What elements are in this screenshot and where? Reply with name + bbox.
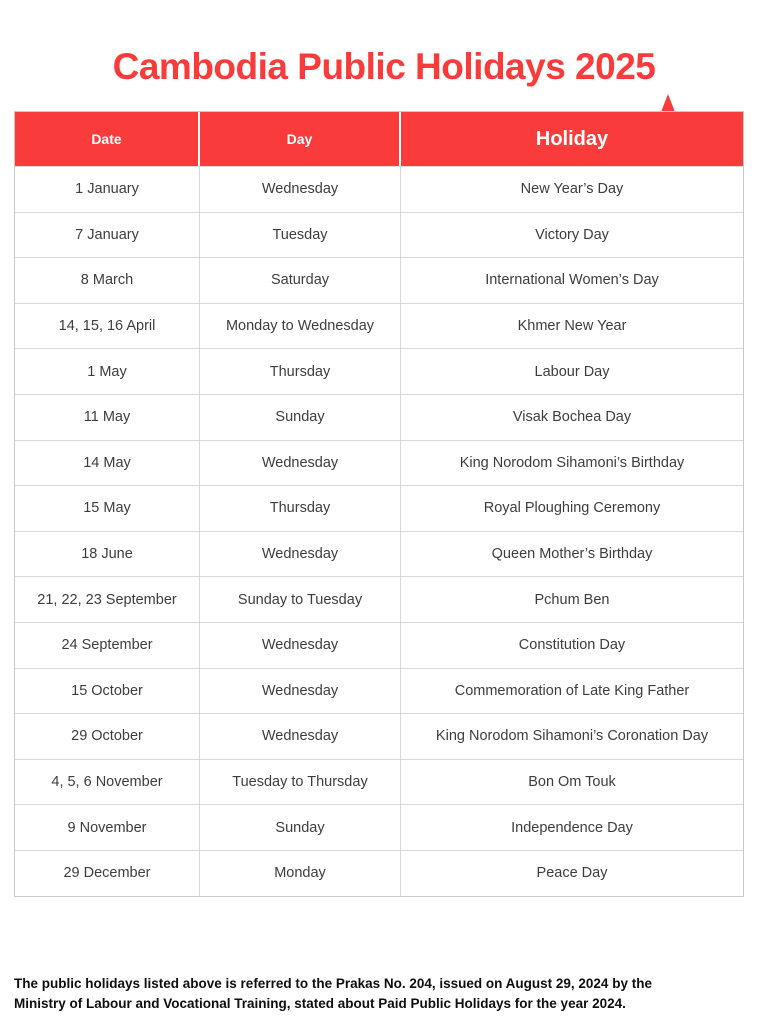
date-cell: 1 January xyxy=(15,166,199,212)
date-cell: 14, 15, 16 April xyxy=(15,303,199,349)
date-cell: 21, 22, 23 September xyxy=(15,576,199,622)
table-row xyxy=(15,257,743,303)
holiday-cell: Bon Om Touk xyxy=(400,759,743,805)
column-header-date: Date xyxy=(15,112,198,166)
date-cell: 29 October xyxy=(15,713,199,759)
day-cell: Wednesday xyxy=(199,713,400,759)
date-cell: 15 May xyxy=(15,485,199,531)
day-cell: Tuesday xyxy=(199,212,400,258)
table-row xyxy=(15,348,743,394)
holiday-cell: King Norodom Sihamoni’s Birthday xyxy=(400,440,743,486)
date-cell: 18 June xyxy=(15,531,199,577)
holiday-cell: Khmer New Year xyxy=(400,303,743,349)
table-row xyxy=(15,303,743,349)
holidays-table xyxy=(14,111,744,897)
table-row xyxy=(15,394,743,440)
column-header-holiday: Holiday xyxy=(401,112,743,166)
date-cell: 4, 5, 6 November xyxy=(15,759,199,805)
footnote: The public holidays listed above is referred to the Prakas No. 204, issued on August 29, 2024 by the Ministry of Labour and Vocational Training, stated about Paid Public Holidays for the year 2024. xyxy=(14,976,652,1011)
table-row xyxy=(15,485,743,531)
day-cell: Sunday xyxy=(199,394,400,440)
holiday-cell: New Year’s Day xyxy=(400,166,743,212)
day-cell: Wednesday xyxy=(199,440,400,486)
column-header-day: Day xyxy=(200,112,399,166)
holiday-cell: Pchum Ben xyxy=(400,576,743,622)
date-cell: 15 October xyxy=(15,668,199,714)
day-cell: Sunday to Tuesday xyxy=(199,576,400,622)
holiday-cell: Independence Day xyxy=(400,804,743,850)
day-cell: Saturday xyxy=(199,257,400,303)
table-row xyxy=(15,576,743,622)
holiday-cell: Queen Mother’s Birthday xyxy=(400,531,743,577)
holiday-cell: Visak Bochea Day xyxy=(400,394,743,440)
table-row xyxy=(15,212,743,258)
date-cell: 9 November xyxy=(15,804,199,850)
table-row xyxy=(15,166,743,212)
day-cell: Wednesday xyxy=(199,166,400,212)
table-row xyxy=(15,850,743,896)
date-cell: 29 December xyxy=(15,850,199,896)
pointer-up-triangle-icon xyxy=(661,94,675,112)
day-cell: Wednesday xyxy=(199,531,400,577)
day-cell: Sunday xyxy=(199,804,400,850)
table-row xyxy=(15,804,743,850)
holiday-cell: Victory Day xyxy=(400,212,743,258)
date-cell: 7 January xyxy=(15,212,199,258)
date-cell: 24 September xyxy=(15,622,199,668)
page-title: Cambodia Public Holidays 2025 xyxy=(112,46,656,87)
table-header-row xyxy=(15,112,743,166)
day-cell: Thursday xyxy=(199,348,400,394)
holiday-cell: Constitution Day xyxy=(400,622,743,668)
table-row xyxy=(15,668,743,714)
table-row xyxy=(15,713,743,759)
table-row xyxy=(15,440,743,486)
holiday-cell: King Norodom Sihamoni’s Coronation Day xyxy=(400,713,743,759)
date-cell: 14 May xyxy=(15,440,199,486)
day-cell: Monday to Wednesday xyxy=(199,303,400,349)
table-row xyxy=(15,622,743,668)
table-row xyxy=(15,531,743,577)
holiday-cell: Commemoration of Late King Father xyxy=(400,668,743,714)
date-cell: 8 March xyxy=(15,257,199,303)
table-body xyxy=(15,166,743,896)
day-cell: Wednesday xyxy=(199,668,400,714)
date-cell: 11 May xyxy=(15,394,199,440)
holiday-cell: Labour Day xyxy=(400,348,743,394)
table-row xyxy=(15,759,743,805)
day-cell: Wednesday xyxy=(199,622,400,668)
date-cell: 1 May xyxy=(15,348,199,394)
day-cell: Tuesday to Thursday xyxy=(199,759,400,805)
holiday-cell: International Women’s Day xyxy=(400,257,743,303)
day-cell: Thursday xyxy=(199,485,400,531)
holiday-cell: Royal Ploughing Ceremony xyxy=(400,485,743,531)
holiday-cell: Peace Day xyxy=(400,850,743,896)
day-cell: Monday xyxy=(199,850,400,896)
